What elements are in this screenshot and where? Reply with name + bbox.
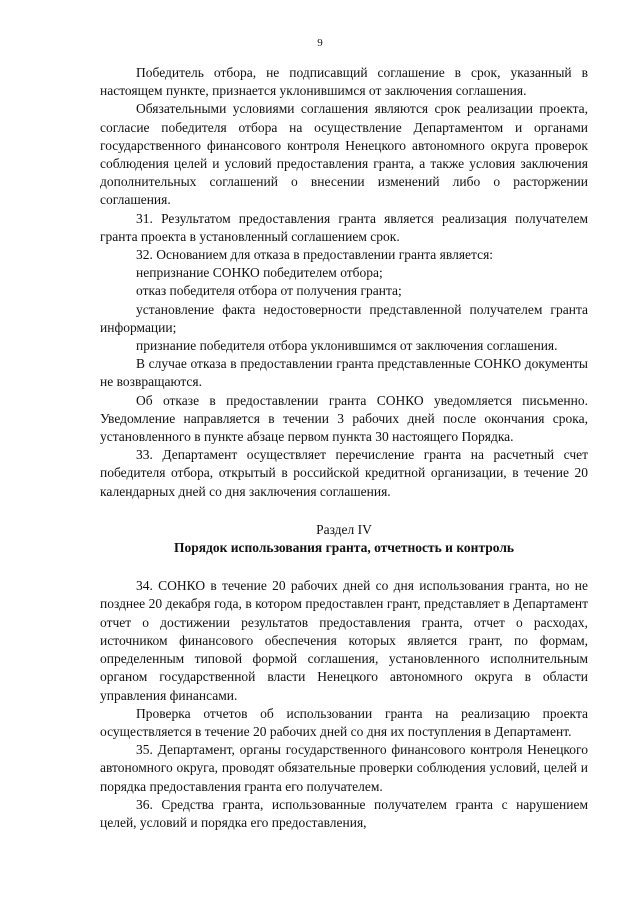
paragraph-clause-32: 32. Основанием для отказа в предоставлении гранта является: [136,247,494,263]
paragraph: Проверка отчетов об использовании гранта на реализацию проекта осуществляется в течение 20 рабочих дней со дня их поступления в Департамент. [100,705,588,739]
paragraph: В случае отказа в предоставлении гранта представленные СОНКО документы не возвращаются. [100,356,588,390]
paragraph-clause-34: 34. СОНКО в течение 20 рабочих дней со дня использования гранта, но не позднее 20 декабря года, в котором предоставлен грант, представляет в Департамент отчет о достижении результатов предоставления гранта, отчет о расходах, источником финансового обеспечения которых является грант, по формам, определенным типовой формой соглашения, установленного исполнительным органом государственной власти Ненецкого автономного округа в области управления финансами. [100,578,588,703]
document-body [100,64,588,832]
page-number: 9 [317,37,323,49]
list-item: признание победителя отбора уклонившимся от заключения соглашения. [136,338,558,354]
paragraph-clause-35: 35. Департамент, органы государственного финансового контроля Ненецкого автономного округа, проводят обязательные проверки соблюдения условий, целей и порядка предоставления гранта его получателем. [100,742,588,794]
list-item: непризнание СОНКО победителем отбора; [136,265,383,281]
list-item: установление факта недостоверности представленной получателем гранта информации; [100,301,588,335]
section-number: Раздел IV [316,521,372,537]
section-title: Порядок использования гранта, отчетность и контроль [173,540,515,556]
paragraph: Победитель отбора, не подписавщий соглашение в срок, указанный в настоящем пункте, признается уклонившимся от заключения соглашения. [100,65,588,99]
paragraph: Об отказе в предоставлении гранта СОНКО уведомляется письменно. Уведомление направляется в течении 3 рабочих дней после окончания срока, установленного в пункте абзаце первом пункта 30 настоящего Порядка. [100,392,588,445]
paragraph-clause-33: 33. Департамент осуществляет перечисление гранта на расчетный счет победителя отбора, открытый в российской кредитной организации, в течение 20 календарных дней со дня заключения соглашения. [100,447,588,499]
paragraph-clause-36: 36. Средства гранта, использованные получателем гранта с нарушением целей, условий и порядка его предоставления, [100,796,588,830]
paragraph-clause-31: 31. Результатом предоставления гранта является реализация получателем гранта проекта в установленный соглашением срок. [100,210,588,244]
paragraph: Обязательными условиями соглашения являются срок реализации проекта, согласие победителя отбора на осуществление Департаментом и органами государственного финансового контроля Ненецкого автономного округа проверок соблюдения целей и условий предоставления гранта, а также условия заключения дополнительных соглашений о внесении изменений либо о расторжении соглашения. [100,101,588,208]
list-item: отказ победителя отбора от получения гранта; [136,283,402,299]
